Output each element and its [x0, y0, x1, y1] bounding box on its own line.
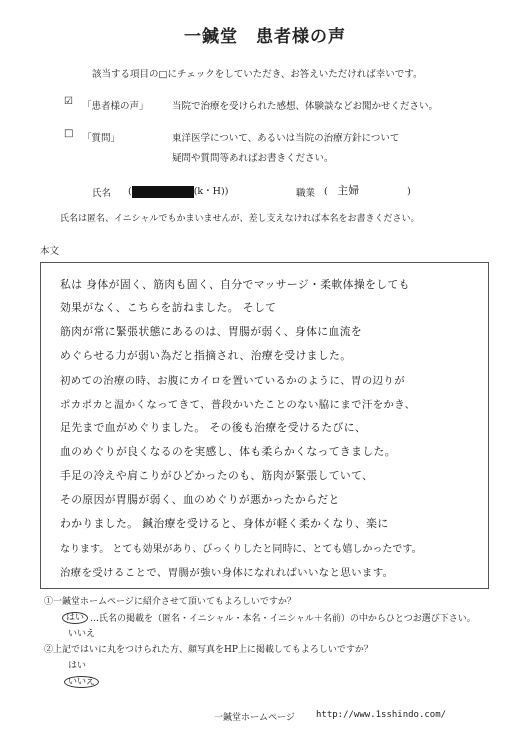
body-line: 治療を受けることで、胃腸が強い身体になれればいいなと思います。 — [60, 567, 394, 579]
q1-detail: …氏名の掲載を（匿名・イニシャル・本名・イニシャル＋名前）の中からひとつお選び下さい。 — [90, 614, 476, 624]
body-line: ポカポカと温かくなってきて、普段かいたことのない脇にまで汗をかき、 — [60, 399, 416, 411]
q2-no-circle: いいえ — [64, 676, 99, 688]
body-line: 筋肉が常に緊張状態にあるのは、胃腸が弱く、身体に血流を — [60, 325, 363, 338]
checkbox-voice[interactable]: ☑ — [64, 96, 73, 107]
body-line: 効果がなく、こちらを訪ねました。 そして — [60, 301, 277, 314]
job-label: 職業 — [296, 188, 316, 199]
redaction-block — [132, 186, 194, 198]
body-line: めぐらせる力が弱い為だと指摘され、治療を受けました。 — [60, 349, 352, 362]
option-voice-label: 「患者様の声」 — [82, 101, 149, 112]
footer-site: 一鍼堂ホームページ — [214, 713, 295, 723]
body-line: 血のめぐりが良くなるのを実感し、体も柔らかくなってきました。 — [60, 445, 396, 458]
body-line: 足先まで血がめぐりました。 その後も治療を受けるたびに、 — [60, 421, 367, 434]
body-line: なります。 とても効果があり、びっくりしたと同時に、とても嬉しかったです。 — [60, 544, 422, 555]
question-1: ①一鍼堂ホームページに紹介させて頂いてもよろしいですか？ — [44, 597, 296, 607]
option-question-desc: 東洋医学について、あるいは当院の治療方針について — [172, 133, 400, 144]
body-line: 初めての治療の時、お腹にカイロを置いているかのように、胃の辺りが — [60, 375, 405, 387]
option-voice-desc: 当院で治療を受けられた感想、体験談などお聞かせください。 — [172, 101, 439, 112]
body-line: 手足の冷えや肩こりがひどかったのも、筋肉が緊張していて、 — [60, 469, 374, 482]
job-field[interactable]: ( 主婦 ) — [324, 184, 411, 197]
checkbox-question[interactable]: □ — [64, 128, 74, 139]
body-line: 私は 身体が固く、筋肉も固く、自分でマッサージ・柔軟体操をしても — [60, 278, 410, 291]
question-2: ②上記ではいに丸をつけられた方、顔写真をHP上に掲載してもよろしいですか？ — [44, 645, 373, 655]
body-line: その原因が胃腸が弱く、血のめぐりが悪かったからだと — [60, 493, 340, 506]
name-note: 氏名は匿名、イニシャルでもかまいませんが、差し支えなければ本名をお書きください。 — [60, 214, 420, 224]
name-label: 氏名 — [92, 188, 112, 199]
name-field[interactable]: ( (k・H)) — [128, 186, 229, 197]
body-line: わかりました。 鍼治療を受けると、身体が軽く柔かくなり、楽に — [60, 517, 389, 530]
footer-url[interactable]: http://www.1sshindo.com/ — [316, 710, 447, 720]
q2-no-option[interactable] — [64, 674, 99, 687]
q1-no-option[interactable]: いいえ — [68, 629, 96, 639]
option-question-label: 「質問」 — [82, 133, 121, 144]
name-value: (k・H) — [193, 186, 225, 197]
option-question-desc2: 疑問や質問等あればお書きください。 — [172, 153, 334, 164]
instruction-text: 該当する項目の□にチェックをしていただき、お答えいただければ幸いです。 — [92, 69, 423, 80]
q1-yes-circle: はい — [62, 612, 88, 624]
q1-yes-option[interactable] — [62, 610, 88, 623]
job-value: 主婦 — [337, 184, 360, 197]
page-title: 一鍼堂 患者様の声 — [184, 27, 346, 47]
q2-yes-option[interactable]: はい — [68, 661, 87, 671]
body-label: 本文 — [40, 246, 60, 257]
